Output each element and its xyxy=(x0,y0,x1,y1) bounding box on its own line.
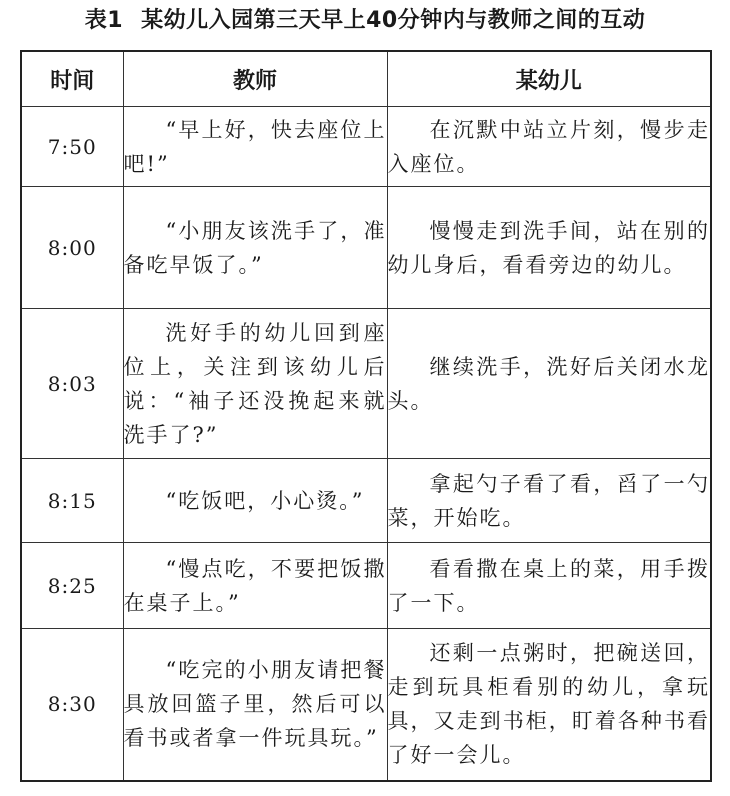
time-cell: 8:15 xyxy=(21,459,123,543)
teacher-cell: “吃完的小朋友请把餐具放回篮子里，然后可以看书或者拿一件玩具玩。” xyxy=(123,629,387,781)
teacher-cell: “慢点吃，不要把饭撒在桌子上。” xyxy=(123,543,387,629)
table-row xyxy=(21,187,711,309)
child-cell: 拿起勺子看了看，舀了一勺菜，开始吃。 xyxy=(387,459,711,543)
table-title: 某幼儿入园第三天早上40分钟内与教师之间的互动 xyxy=(141,8,646,33)
time-cell: 8:30 xyxy=(21,629,123,781)
table-number: 表1 xyxy=(84,8,124,33)
table-row xyxy=(21,107,711,187)
time-cell: 8:25 xyxy=(21,543,123,629)
table-row xyxy=(21,629,711,781)
child-cell: 在沉默中站立片刻，慢步走入座位。 xyxy=(387,107,711,187)
table-row xyxy=(21,309,711,459)
child-cell: 继续洗手，洗好后关闭水龙头。 xyxy=(387,309,711,459)
header-time: 时间 xyxy=(21,51,123,107)
child-cell: 看看撒在桌上的菜，用手拨了一下。 xyxy=(387,543,711,629)
teacher-cell: “小朋友该洗手了，准备吃早饭了。” xyxy=(123,187,387,309)
table-row xyxy=(21,459,711,543)
child-cell: 还剩一点粥时，把碗送回，走到玩具柜看别的幼儿，拿玩具，又走到书柜，盯着各种书看了好一会儿。 xyxy=(387,629,711,781)
child-cell: 慢慢走到洗手间，站在别的幼儿身后，看看旁边的幼儿。 xyxy=(387,187,711,309)
header-child: 某幼儿 xyxy=(387,51,711,107)
time-cell: 7:50 xyxy=(21,107,123,187)
table-row xyxy=(21,543,711,629)
teacher-cell: 洗好手的幼儿回到座位上，关注到该幼儿后说：“袖子还没挽起来就洗手了?” xyxy=(123,309,387,459)
header-teacher: 教师 xyxy=(123,51,387,107)
time-cell: 8:03 xyxy=(21,309,123,459)
teacher-cell: “早上好，快去座位上吧!” xyxy=(123,107,387,187)
teacher-cell: “吃饭吧，小心烫。” xyxy=(123,459,387,543)
time-cell: 8:00 xyxy=(21,187,123,309)
header-row xyxy=(21,51,711,107)
table-caption xyxy=(0,6,730,36)
interaction-table xyxy=(20,50,712,782)
